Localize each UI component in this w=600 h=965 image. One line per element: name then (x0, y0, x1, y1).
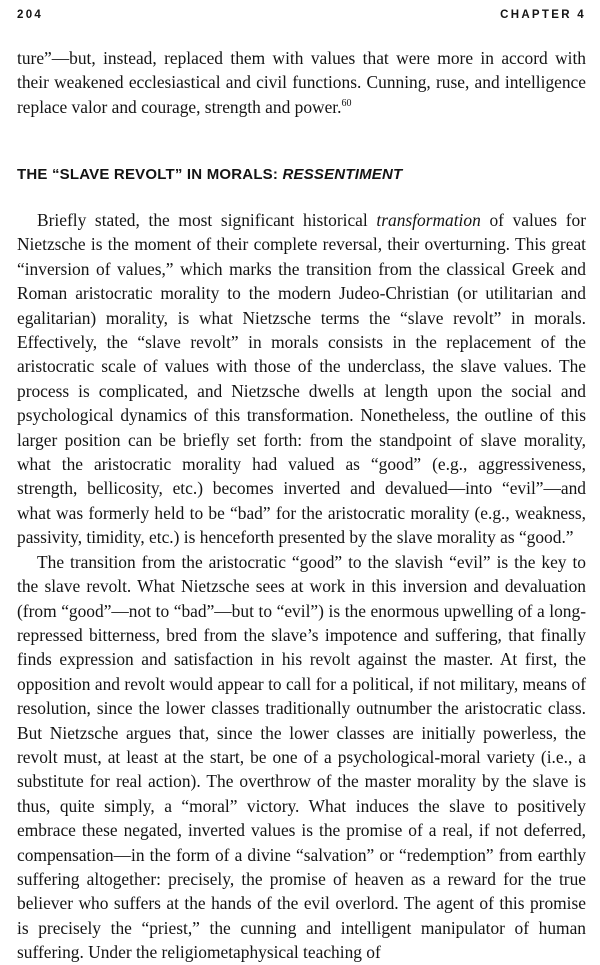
continued-text: ture”—but, instead, replaced them with values that were more in accord with their weakened ecclesiastical and civil functions. Cunning, ruse, and intelligence replace valor and courage, strength and power. (17, 48, 586, 117)
continued-paragraph (17, 46, 586, 119)
paragraph-2 (17, 550, 586, 965)
chapter-label: CHAPTER 4 (500, 9, 586, 21)
paragraph-1-rest: of values for Nietzsche is the moment of their complete reversal, their overturning. This great “inversion of values,” which marks the transition from the classical Greek and Roman aristocratic morality to the modern Judeo-Christian (or utilitarian and egalitarian) morality, is what Nietzsche terms the “slave revolt” in morals. Effectively, the “slave revolt” in morals consists in the replacement of the aristocratic scale of values with those of the underclass, the slave values. The process is complicated, and Nietzsche dwells at length upon the social and psychological dynamics of this transformation. Nonetheless, the outline of this larger position can be briefly set forth: from the standpoint of slave morality, what the aristocratic morality had valued as “good” (e.g., aggressiveness, strength, bellicosity, etc.) becomes inverted and devalued—into “evil”—and what was formerly held to be “bad” for the aristocratic morality (e.g., weakness, passivity, timidity, etc.) is henceforth presented by the slave morality as “good.” (17, 210, 586, 548)
footnote-marker: 60 (341, 98, 352, 110)
section-heading-italic: RESSENTIMENT (282, 166, 403, 183)
paragraph-2-text: The transition from the aristocratic “good” to the slavish “evil” is the key to the slave revolt. What Nietzsche sees at work in this inversion and devaluation (from “good”—not to “bad”—but to “evil”) is the enormous upwelling of a long-repressed bitterness, bred from the slave’s impotence and suffering, that finally finds expression and satisfaction in his revolt against the master. At first, the opposition and revolt would appear to call for a political, if not military, means of resolution, since the lower classes traditionally outnumber the aristocratic class. But Nietzsche argues that, since the lower classes are initially powerless, the revolt must, at least at the start, be one of a psychological-moral variety (i.e., a substitute for real action). The overthrow of the master morality by the slave is thus, quite simply, a “moral” victory. What induces the slave to positively embrace these negated, inverted values is the promise of a real, if not deferred, compensation—in the form of a divine “salvation” or “redemption” from earthly suffering altogether: precisely, the promise of heaven as a reward for the true believer who suffers at the hands of the evil overlord. The agent of this promise is precisely the “priest,” the cunning and intelligent manipulator of human suffering. Under the religiometaphysical teaching of (17, 551, 586, 963)
main-text (17, 208, 586, 965)
paragraph-1-start: Briefly stated, the most significant historical (37, 210, 377, 230)
paragraph-1 (17, 208, 586, 550)
section-heading (17, 166, 586, 183)
paragraph-1-italic: transformation (376, 210, 481, 230)
section-heading-plain: THE “SLAVE REVOLT” IN MORALS: (17, 166, 283, 183)
running-head (17, 9, 586, 21)
page-number: 204 (17, 9, 44, 21)
